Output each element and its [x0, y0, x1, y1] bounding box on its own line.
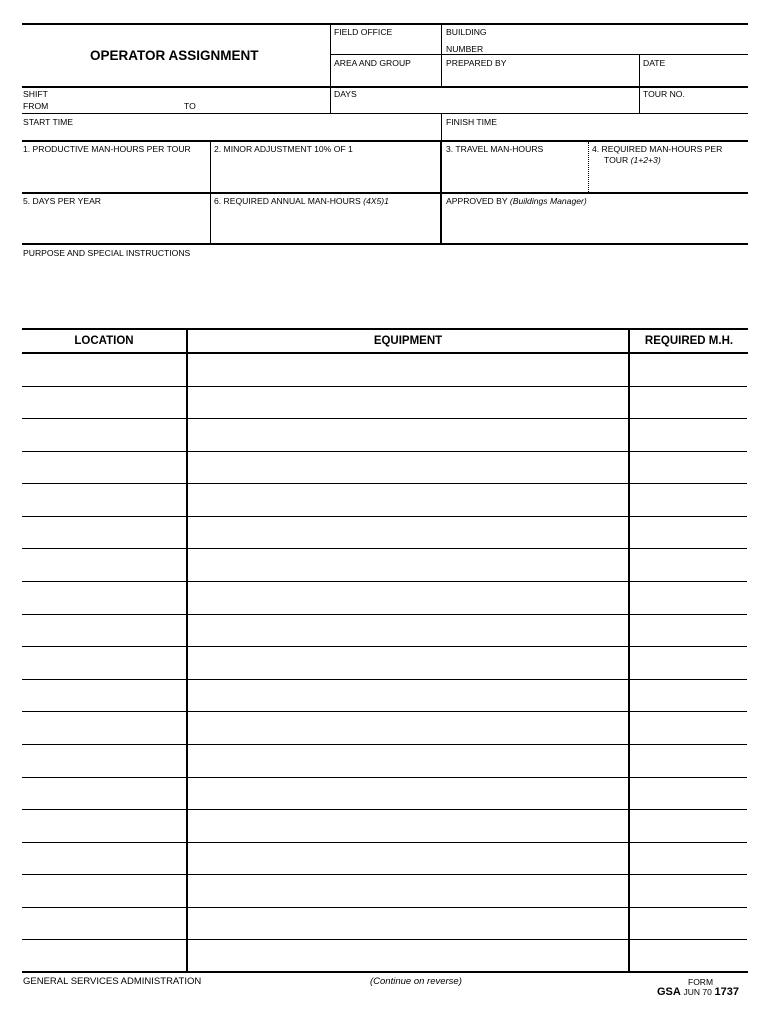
required-formula: (1+2+3) — [630, 155, 661, 165]
approved-by-role: (Buildings Manager) — [509, 196, 587, 206]
prepared-by-label: PREPARED BY — [446, 58, 507, 68]
table-row-divider — [22, 483, 747, 484]
table-row-divider — [22, 842, 747, 843]
header-mid-line — [330, 54, 748, 55]
form-title: OPERATOR ASSIGNMENT — [90, 48, 259, 63]
annual-hours-text: 6. REQUIRED ANNUAL MAN-HOURS — [214, 196, 361, 206]
field-office-label: FIELD OFFICE — [334, 27, 393, 37]
table-header-line — [22, 352, 748, 354]
agency-name: GENERAL SERVICES ADMINISTRATION — [23, 976, 202, 987]
days-per-year-label: 5. DAYS PER YEAR — [23, 196, 102, 206]
hours-top-line — [22, 140, 748, 142]
table-bottom-line — [22, 971, 748, 973]
table-row-divider — [22, 874, 747, 875]
required-tour-text: TOUR — [604, 155, 629, 165]
vline-hours-3-dotted — [588, 142, 589, 192]
shift-bottom-line — [22, 113, 748, 114]
vline-building — [441, 24, 442, 87]
table-row-divider — [22, 711, 747, 712]
table-vline-1 — [186, 329, 188, 972]
productive-hours-label: 1. PRODUCTIVE MAN-HOURS PER TOUR — [23, 144, 191, 154]
hours-bottom-line — [22, 243, 748, 245]
table-row-divider — [22, 809, 747, 810]
vline-field-office — [330, 24, 331, 114]
table-row-divider — [22, 939, 747, 940]
table-row-divider — [22, 581, 747, 582]
to-label: TO — [184, 101, 196, 111]
table-row-divider — [22, 614, 747, 615]
vline-finish-time — [441, 113, 442, 141]
form-id — [657, 986, 739, 998]
form-date: JUN 70 — [683, 987, 712, 997]
date-label: DATE — [643, 58, 666, 68]
number-label: NUMBER — [446, 44, 484, 54]
start-time-label: START TIME — [23, 117, 73, 127]
days-label: DAYS — [334, 89, 357, 99]
vline-hours-1 — [210, 141, 211, 245]
table-row-divider — [22, 907, 747, 908]
continue-note: (Continue on reverse) — [370, 976, 462, 987]
annual-hours-label — [214, 196, 389, 207]
tour-no-label: TOUR NO. — [643, 89, 685, 99]
required-hours-label: 4. REQUIRED MAN-HOURS PER — [592, 144, 723, 154]
vline-hours-2 — [440, 141, 442, 245]
building-label: BUILDING — [446, 27, 487, 37]
table-top-line — [22, 328, 748, 330]
top-border — [22, 23, 748, 25]
table-row-divider — [22, 386, 747, 387]
table-row-divider — [22, 418, 747, 419]
table-vline-2 — [628, 329, 630, 972]
table-row-divider — [22, 548, 747, 549]
approved-by-text: APPROVED BY — [446, 196, 508, 206]
area-group-label: AREA AND GROUP — [334, 58, 411, 68]
col-location-header: LOCATION — [74, 335, 134, 347]
from-label: FROM — [23, 101, 49, 111]
col-required-header: REQUIRED M.H. — [644, 335, 734, 347]
col-equipment-header: EQUIPMENT — [373, 335, 443, 347]
table-row-divider — [22, 516, 747, 517]
form-number: 1737 — [714, 986, 739, 998]
required-hours-label-2 — [604, 155, 661, 166]
form-agency: GSA — [657, 986, 681, 998]
vline-date — [639, 54, 640, 114]
hours-mid-line — [22, 192, 748, 194]
finish-time-label: FINISH TIME — [446, 117, 497, 127]
table-row-divider — [22, 451, 747, 452]
table-row-divider — [22, 646, 747, 647]
table-row-divider — [22, 777, 747, 778]
approved-by-label — [446, 196, 587, 207]
minor-adjustment-label: 2. MINOR ADJUSTMENT 10% OF 1 — [214, 144, 353, 154]
travel-hours-label: 3. TRAVEL MAN-HOURS — [446, 144, 544, 154]
annual-formula: (4X5)1 — [363, 196, 389, 206]
purpose-label: PURPOSE AND SPECIAL INSTRUCTIONS — [23, 248, 191, 258]
table-row-divider — [22, 679, 747, 680]
form-label: FORM — [688, 977, 714, 987]
shift-label: SHIFT — [23, 89, 48, 99]
table-row-divider — [22, 744, 747, 745]
